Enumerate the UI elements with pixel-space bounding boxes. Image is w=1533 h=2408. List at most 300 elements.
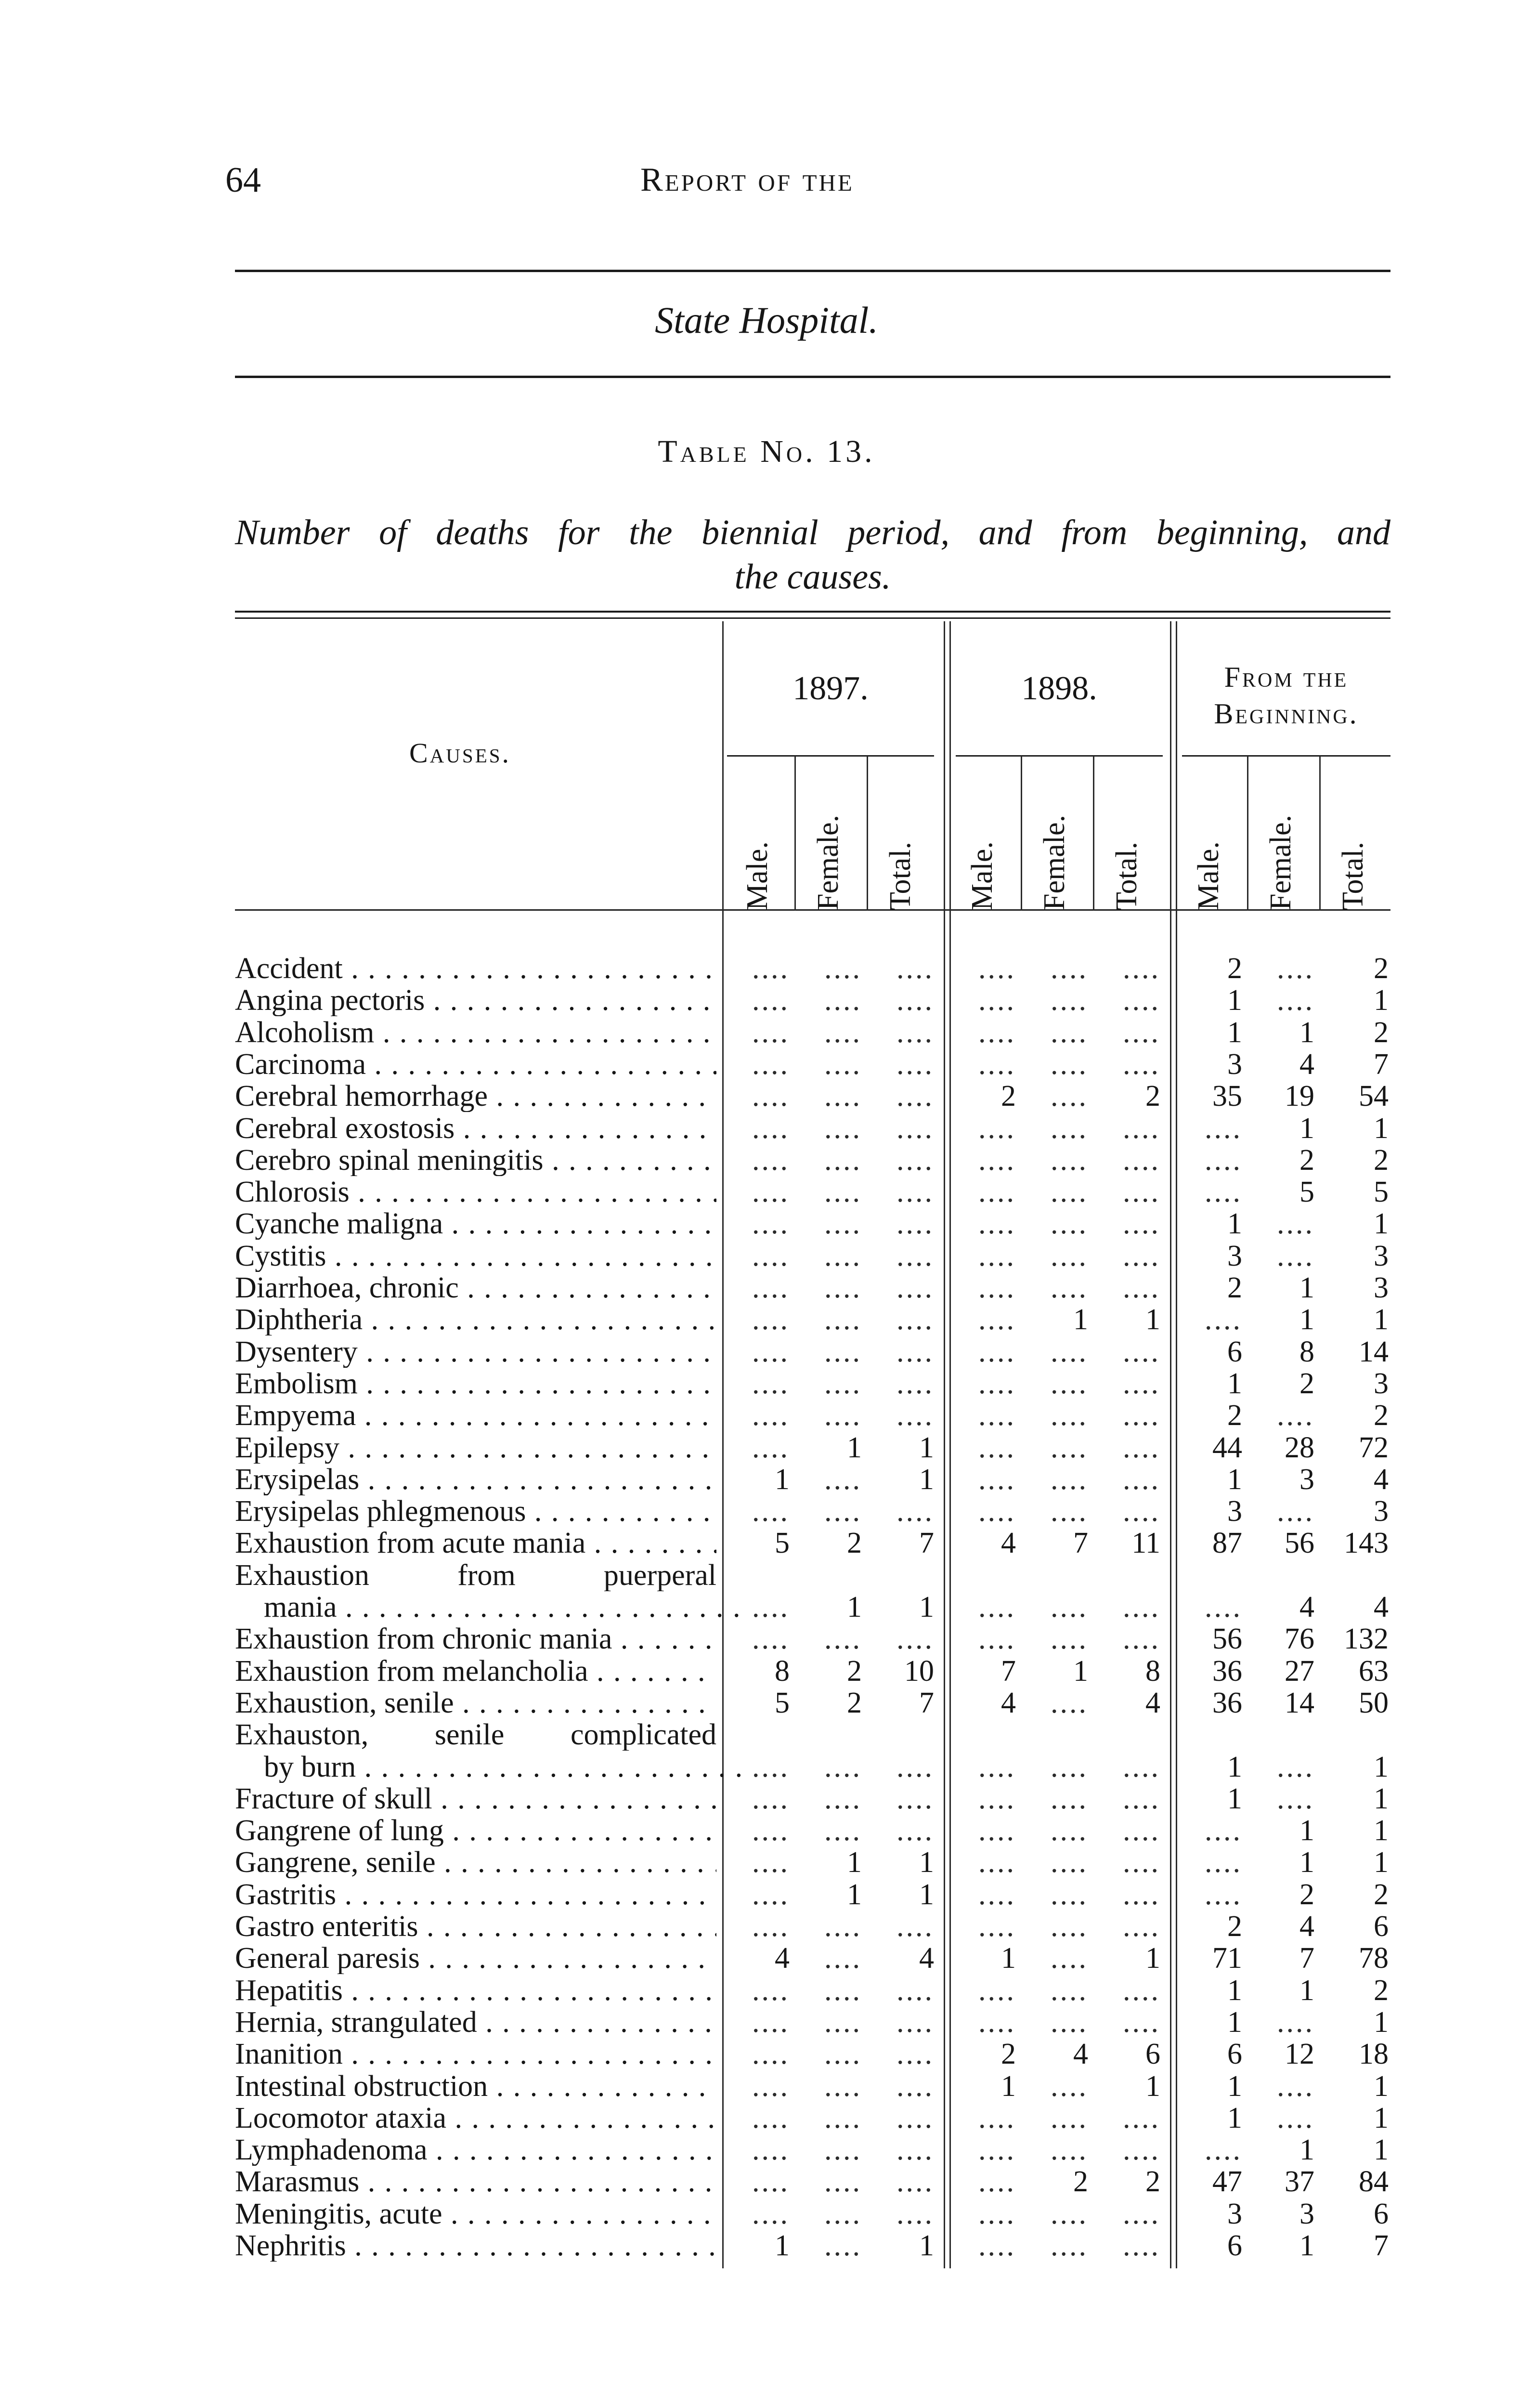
value-cell: 1 [1374,1112,1389,1145]
value-cell: .... [824,2038,862,2071]
value-cell: 2 [1227,1910,1242,1943]
value-cell: .... [752,984,790,1017]
value-cell: .... [824,1176,862,1209]
table-row [235,1272,1390,1304]
cause-cell: Cerebral exostosis . . . [235,1112,716,1144]
value-cell: 2 [1227,1399,1242,1432]
value-cell: .... [978,2197,1016,2230]
value-cell: 1 [1227,1974,1242,2007]
value-cell: .... [978,1143,1016,1177]
value-cell: .... [1051,1463,1088,1496]
table-row [235,1336,1390,1368]
value-cell: 4 [1299,1591,1314,1623]
value-cell: .... [1205,1176,1242,1209]
value-cell: .... [896,2133,934,2167]
value-cell: 2 [1374,952,1389,985]
table-row [235,1719,1390,1751]
value-cell: .... [1123,1623,1160,1656]
value-cell: 8 [1299,1335,1314,1368]
value-cell: .... [896,1910,934,1943]
value-cell: 1 [775,2229,790,2262]
table-row [235,2070,1390,2102]
cause-cell: Exhaustion from puerperal [235,1559,716,1591]
cause-cell: Angina pectoris . . . [235,984,716,1016]
value-cell: 1 [1145,1303,1160,1336]
value-cell: 2 [1374,1399,1389,1432]
table-row [235,1400,1390,1431]
value-cell: 7 [919,1686,934,1719]
value-cell: 6 [1374,2197,1389,2230]
cause-cell: Gangrene, senile . . . [235,1846,716,1878]
value-cell: 1 [919,1591,934,1623]
value-cell: .... [978,1623,1016,1656]
value-cell: .... [752,1878,790,1911]
value-cell: .... [1123,1016,1160,1049]
value-cell: 1 [1227,1367,1242,1400]
cause-cell: Marasmus . . . [235,2166,716,2198]
top-rule [235,270,1390,272]
value-cell: .... [752,1399,790,1432]
value-cell: 1 [1374,2069,1389,2103]
running-head: Report of the [640,161,854,198]
value-cell: .... [896,1176,934,1209]
value-cell: .... [752,1016,790,1049]
value-cell: .... [1123,1814,1160,1847]
value-cell: .... [978,1271,1016,1304]
col-begin-female [1249,766,1322,910]
value-cell: .... [1051,2101,1088,2134]
value-cell: .... [1277,984,1314,1017]
value-cell: .... [978,952,1016,985]
value-cell: .... [1205,1112,1242,1145]
value-cell: .... [1123,1878,1160,1911]
value-cell: 3 [1299,1463,1314,1496]
value-cell: 1 [1374,984,1389,1017]
value-cell: 1 [919,1463,934,1496]
value-cell: .... [978,1176,1016,1209]
value-cell: .... [752,2101,790,2134]
value-cell: 1 [1299,1271,1314,1304]
value-cell: 1 [1145,2069,1160,2103]
value-cell: .... [824,1495,862,1528]
cause-cell: Chlorosis . . . [235,1176,716,1208]
group-underline-1897 [727,755,934,757]
table-row [235,2198,1390,2230]
table-row [235,1846,1390,1878]
cause-cell: Epilepsy . . . [235,1432,716,1464]
value-cell: 1 [847,1591,862,1623]
value-cell: .... [752,1176,790,1209]
value-cell: .... [824,1942,862,1975]
value-cell: .... [752,2133,790,2167]
table-top-rule-2 [235,617,1390,619]
cause-cell: Empyema . . . [235,1400,716,1431]
value-cell: 6 [1227,1335,1242,1368]
value-cell: .... [896,952,934,985]
value-cell: .... [1277,1495,1314,1528]
value-cell: .... [1277,2005,1314,2039]
cause-cell: Dysentery . . . [235,1336,716,1368]
value-cell: 71 [1212,1942,1242,1975]
value-cell: .... [1205,1303,1242,1336]
value-cell: .... [978,1495,1016,1528]
value-cell: .... [896,1016,934,1049]
value-cell: 1 [1001,2069,1016,2103]
value-cell: .... [1123,2101,1160,2134]
value-cell: .... [1051,2197,1088,2230]
col-1897-female [797,766,869,910]
value-cell: .... [1051,1399,1088,1432]
value-cell: .... [1123,1750,1160,1783]
table-row [235,2230,1390,2262]
cause-cell: Gangrene of lung . . . [235,1815,716,1846]
value-cell: .... [978,1112,1016,1145]
title-rule [235,376,1390,378]
value-cell: .... [896,1080,934,1113]
value-cell: .... [824,1080,862,1113]
value-cell: 4 [1001,1686,1016,1719]
table-row [235,1879,1390,1911]
value-cell: .... [1051,1750,1088,1783]
col-label: Male. [966,841,999,910]
col-label: Total. [884,841,917,910]
cause-cell: Embolism . . . [235,1368,716,1400]
value-cell: 4 [1374,1463,1389,1496]
value-cell: .... [824,1399,862,1432]
value-cell: 1 [1227,2005,1242,2039]
value-cell: 4 [1073,2038,1088,2071]
value-cell: 56 [1285,1527,1314,1560]
value-cell: 1 [1374,2101,1389,2134]
value-cell: .... [1123,1367,1160,1400]
value-cell: .... [1123,1399,1160,1432]
value-cell: .... [824,1271,862,1304]
table-number: Table No. 13. [658,434,875,469]
year-1898-header: 1898. [1021,670,1097,707]
value-cell: .... [978,984,1016,1017]
table-row [235,1751,1390,1783]
table-row [235,1942,1390,1974]
cause-cell: by burn . . . [235,1751,745,1783]
value-cell: 3 [1227,1047,1242,1081]
value-cell: .... [1051,2133,1088,2167]
value-cell: 84 [1359,2165,1389,2199]
value-cell: 87 [1212,1527,1242,1560]
table-row [235,1368,1390,1400]
value-cell: .... [1123,984,1160,1017]
cause-cell: Fracture of skull . . . [235,1783,716,1815]
value-cell: .... [1051,1495,1088,1528]
cause-cell: Exhauston, senile complicated [235,1719,716,1751]
value-cell: .... [978,1303,1016,1336]
col-1898-total [1095,766,1168,910]
value-cell: .... [978,1814,1016,1847]
value-cell: 1 [919,2229,934,2262]
value-cell: .... [1205,1814,1242,1847]
value-cell: .... [896,1335,934,1368]
value-cell: 2 [1299,1878,1314,1911]
table-row [235,1080,1390,1112]
value-cell: 4 [1001,1527,1016,1560]
value-cell: .... [752,1591,790,1623]
cause-cell: Erysipelas . . . [235,1464,716,1495]
value-cell: 27 [1285,1654,1314,1688]
value-cell: .... [896,2038,934,2071]
value-cell: 3 [1299,2197,1314,2230]
table-row [235,2166,1390,2198]
value-cell: .... [1051,1367,1088,1400]
value-cell: .... [1277,952,1314,985]
value-cell: 7 [1001,1654,1016,1688]
value-cell: 1 [1299,2133,1314,2167]
value-cell: .... [1123,1910,1160,1943]
value-cell: .... [978,1431,1016,1464]
year-1897-header: 1897. [792,670,869,707]
value-cell: 2 [1001,2038,1016,2071]
value-cell: .... [824,1303,862,1336]
cause-cell: Gastritis . . . [235,1879,716,1911]
value-cell: .... [752,1495,790,1528]
table-row [235,1623,1390,1655]
value-cell: 3 [1227,1239,1242,1272]
value-cell: 44 [1212,1431,1242,1464]
value-cell: .... [824,1239,862,1272]
table-row [235,1432,1390,1464]
cause-cell: Carcinoma . . . [235,1048,716,1080]
cause-cell: Alcoholism . . . [235,1017,716,1048]
value-cell: .... [824,2165,862,2199]
value-cell: .... [978,1591,1016,1623]
value-cell: 7 [1073,1527,1088,1560]
table-row [235,2134,1390,2166]
from-beginning-line-2: Beginning. [1214,698,1359,730]
cause-cell: Exhaustion from chronic mania . . . [235,1623,716,1655]
value-cell: .... [978,1399,1016,1432]
cause-cell: Gastro enteritis . . . [235,1911,716,1942]
table-row [235,1655,1390,1687]
value-cell: .... [978,1463,1016,1496]
value-cell: .... [824,1910,862,1943]
table-row [235,2038,1390,2070]
value-cell: .... [896,2165,934,2199]
value-cell: 1 [919,1878,934,1911]
value-cell: .... [824,2101,862,2134]
value-cell: .... [1123,1176,1160,1209]
value-cell: .... [1051,952,1088,985]
value-cell: .... [752,1814,790,1847]
value-cell: .... [978,1878,1016,1911]
value-cell: 1 [1299,1846,1314,1879]
value-cell: .... [752,1207,790,1241]
value-cell: .... [1051,1112,1088,1145]
cause-cell: Cyanche maligna . . . [235,1208,716,1240]
cause-cell: Lymphadenoma . . . [235,2134,716,2166]
value-cell: .... [978,1782,1016,1815]
table-row [235,1783,1390,1815]
cause-cell: Erysipelas phlegmenous . . . [235,1495,716,1527]
value-cell: .... [896,2069,934,2103]
value-cell: 72 [1359,1431,1389,1464]
value-cell: 1 [775,1463,790,1496]
value-cell: 2 [1299,1367,1314,1400]
value-cell: .... [896,1782,934,1815]
value-cell: 1 [1299,2229,1314,2262]
value-cell: .... [978,1207,1016,1241]
value-cell: .... [978,1047,1016,1081]
value-cell: .... [1051,1878,1088,1911]
value-cell: 1 [847,1431,862,1464]
value-cell: .... [824,1623,862,1656]
value-cell: 2 [1001,1080,1016,1113]
value-cell: .... [1123,1495,1160,1528]
value-cell: .... [1277,1207,1314,1241]
value-cell: .... [1123,1271,1160,1304]
value-cell: .... [1051,1207,1088,1241]
table-row [235,984,1390,1016]
value-cell: 8 [1145,1654,1160,1688]
value-cell: 2 [1374,1143,1389,1177]
value-cell: 1 [1227,984,1242,1017]
value-cell: 2 [1374,1016,1389,1049]
value-cell: .... [752,1910,790,1943]
value-cell: .... [978,2165,1016,2199]
value-cell: .... [978,1367,1016,1400]
value-cell: .... [1123,1143,1160,1177]
value-cell: 1 [1374,2133,1389,2167]
value-cell: .... [1051,1814,1088,1847]
value-cell: 1 [847,1878,862,1911]
value-cell: 3 [1374,1271,1389,1304]
value-cell: .... [752,1080,790,1113]
value-cell: 3 [1374,1367,1389,1400]
value-cell: 2 [1145,1080,1160,1113]
value-cell: 35 [1212,1080,1242,1113]
value-cell: .... [896,1303,934,1336]
table-row [235,1687,1390,1719]
value-cell: 1 [1073,1654,1088,1688]
value-cell: .... [896,2005,934,2039]
value-cell: 3 [1227,2197,1242,2230]
value-cell: .... [752,1367,790,1400]
value-cell: .... [1205,1846,1242,1879]
value-cell: .... [752,1271,790,1304]
value-cell: .... [1277,1782,1314,1815]
value-cell: .... [1051,1846,1088,1879]
value-cell: .... [824,1367,862,1400]
value-cell: .... [896,984,934,1017]
col-label: Total. [1110,841,1143,910]
value-cell: .... [1205,1591,1242,1623]
value-cell: .... [1277,1239,1314,1272]
value-cell: .... [1123,1207,1160,1241]
value-cell: 1 [1227,2069,1242,2103]
value-cell: 3 [1374,1495,1389,1528]
value-cell: .... [1123,2197,1160,2230]
value-cell: .... [752,2038,790,2071]
value-cell: .... [1051,2005,1088,2039]
value-cell: 4 [1145,1686,1160,1719]
group-underline-1898 [956,755,1163,757]
value-cell: 2 [1227,1271,1242,1304]
value-cell: .... [752,1750,790,1783]
cause-cell: Cystitis . . . [235,1240,716,1272]
value-cell: 4 [1374,1591,1389,1623]
value-cell: .... [1277,1750,1314,1783]
value-cell: 1 [1227,1750,1242,1783]
value-cell: 12 [1285,2038,1314,2071]
table-row [235,1176,1390,1208]
value-cell: 1 [1145,1942,1160,1975]
cause-cell: Hepatitis . . . [235,1975,716,2006]
value-cell: 18 [1359,2038,1389,2071]
value-cell: 14 [1359,1335,1389,1368]
col-1897-total [869,766,941,910]
value-cell: 5 [1299,1176,1314,1209]
value-cell: .... [1051,1271,1088,1304]
value-cell: 1 [1374,1846,1389,1879]
value-cell: 2 [1145,2165,1160,2199]
value-cell: .... [1051,1942,1088,1975]
value-cell: .... [1277,1399,1314,1432]
value-cell: .... [978,2133,1016,2167]
value-cell: .... [1123,2133,1160,2167]
value-cell: 1 [1299,1016,1314,1049]
cause-cell: Nephritis . . . [235,2230,716,2262]
value-cell: 4 [1299,1047,1314,1081]
value-cell: .... [752,1047,790,1081]
value-cell: .... [1123,952,1160,985]
value-cell: .... [1051,1782,1088,1815]
value-cell: .... [824,1112,862,1145]
value-cell: .... [978,1750,1016,1783]
value-cell: .... [824,1047,862,1081]
value-cell: .... [896,1495,934,1528]
value-cell: .... [1123,1974,1160,2007]
subtitle-line-2: the causes. [734,557,891,597]
value-cell: .... [752,1846,790,1879]
value-cell: .... [1051,2229,1088,2262]
value-cell: .... [824,1750,862,1783]
value-cell: .... [1051,1431,1088,1464]
value-cell: .... [1123,2229,1160,2262]
table-row [235,1017,1390,1048]
value-cell: .... [896,1367,934,1400]
from-beginning-line-1: From the [1224,661,1349,693]
cause-cell: Meningitis, acute . . . [235,2198,716,2230]
value-cell: 6 [1374,1910,1389,1943]
value-cell: 2 [847,1527,862,1560]
value-cell: .... [896,1112,934,1145]
value-cell: .... [978,1846,1016,1879]
value-cell: 37 [1285,2165,1314,2199]
cause-cell: Exhaustion from melancholia . . . [235,1655,716,1687]
value-cell: .... [752,952,790,985]
page-number: 64 [225,160,261,200]
value-cell: .... [1051,1591,1088,1623]
value-cell: .... [1051,1143,1088,1177]
value-cell: .... [896,2197,934,2230]
value-cell: .... [1123,1047,1160,1081]
value-cell: 11 [1131,1527,1160,1560]
value-cell: 1 [919,1431,934,1464]
value-cell: 1 [1227,1016,1242,1049]
value-cell: .... [1123,1239,1160,1272]
table-subtitle [235,510,1390,599]
value-cell: .... [824,1016,862,1049]
value-cell: .... [824,1207,862,1241]
table-row [235,953,1390,984]
value-cell: .... [752,2069,790,2103]
